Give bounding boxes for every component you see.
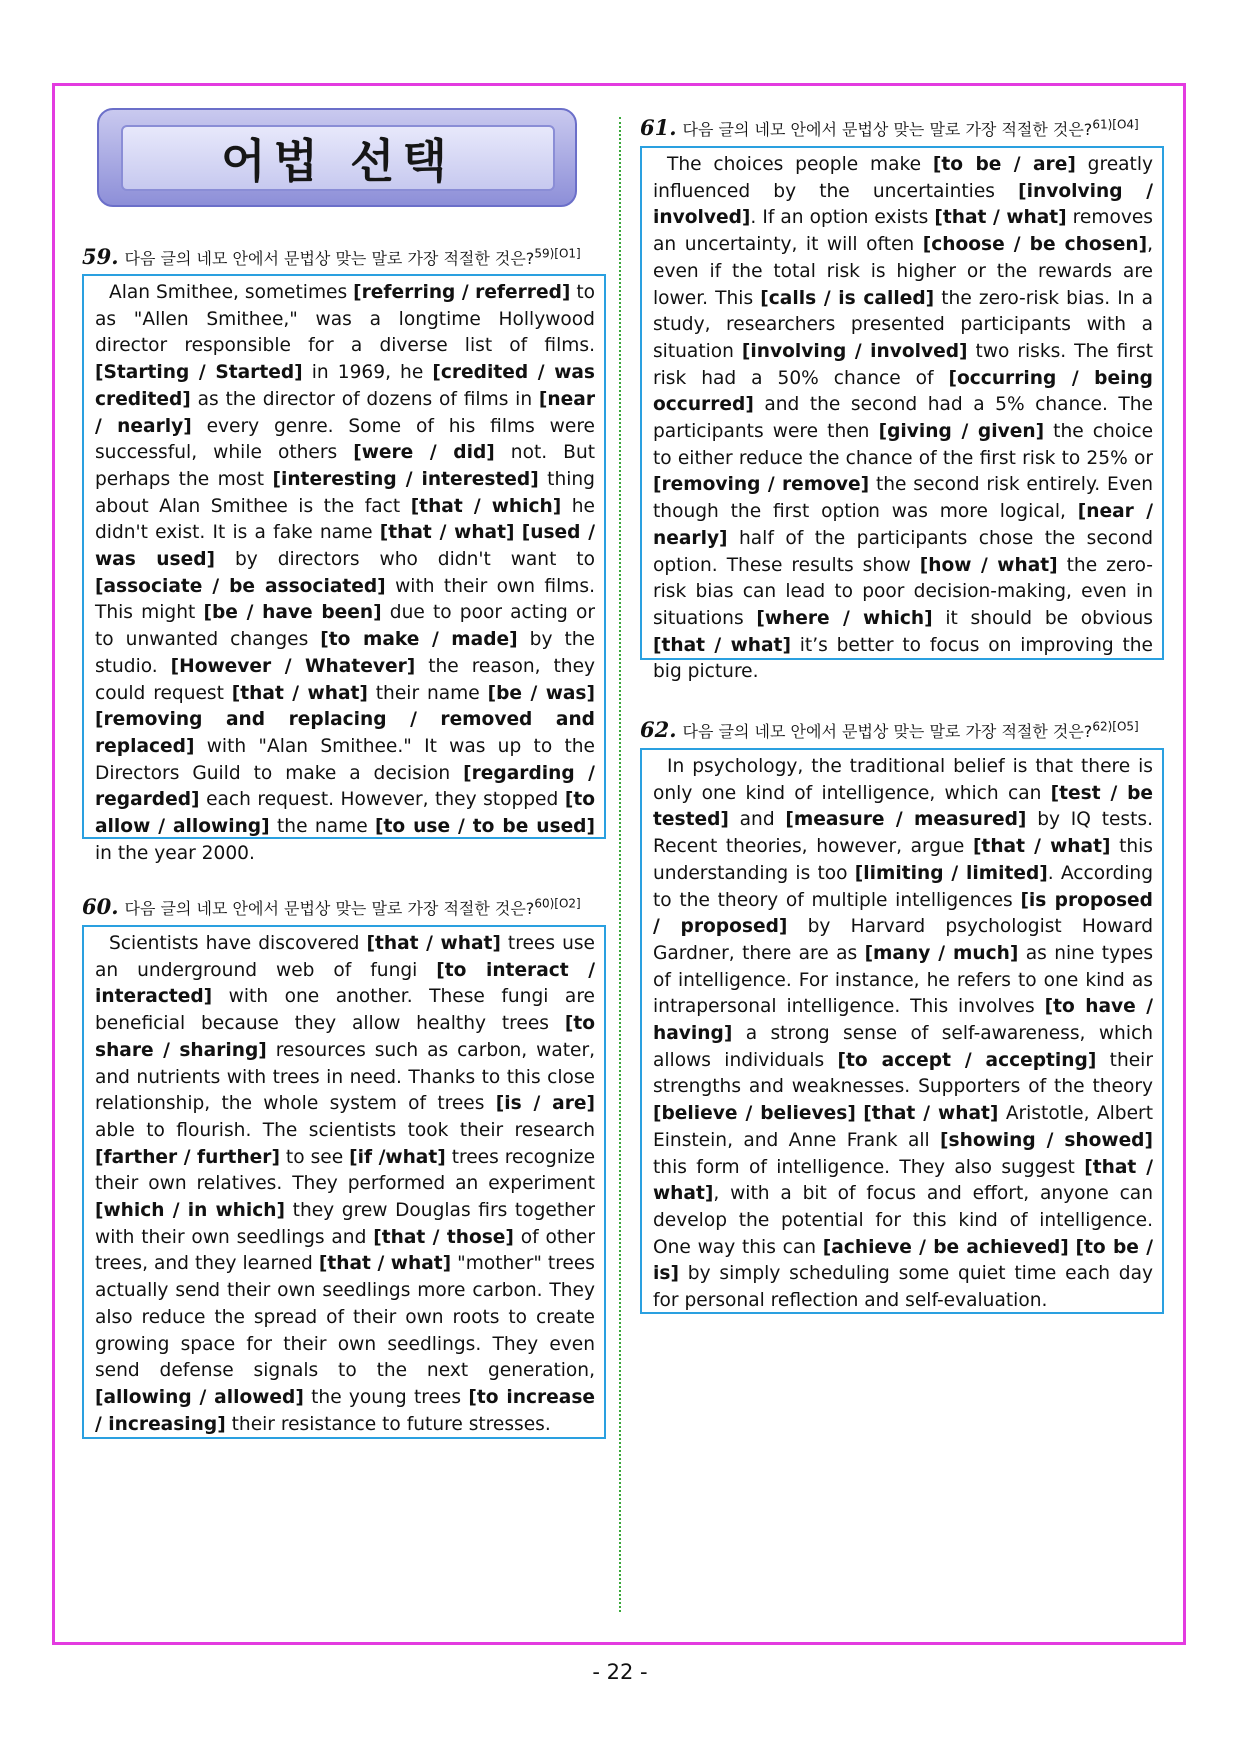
choice-bracket: [near / nearly] xyxy=(653,501,1154,549)
choice-bracket: [that / what] xyxy=(231,682,368,704)
choice-bracket: [calls / is called] xyxy=(760,287,935,309)
choice-bracket: [that / what] xyxy=(318,1253,452,1275)
choice-bracket: [farther / further] xyxy=(95,1146,280,1168)
choice-bracket: [that / what] xyxy=(366,933,501,954)
question-code: 59)[O1] xyxy=(534,246,581,261)
question-box-61 xyxy=(640,146,1164,683)
page-title: 어법 선택 xyxy=(221,134,455,188)
choice-bracket: [However / Whatever] xyxy=(170,655,416,677)
choice-bracket: [test / be tested] xyxy=(653,782,1153,831)
choice-bracket: [many / much] xyxy=(864,942,1019,964)
question-code: 60)[O2] xyxy=(534,896,581,911)
choice-bracket: [be / was] xyxy=(487,682,595,704)
passage-60: Scientists have discovered [that / what] trees use an underground web of fungi [to interact / interacted] with one another. These fungi are beneficial because they allow healthy trees [to share / sharing] resources such as carbon, water, and nutrients with trees in need. Thanks to this close relationship, the whole system of trees [is / are] able to flourish. The scientists took their research [farther / further] to see [if /what] trees recognize their own relatives. They performed an experiment [which / in which] they grew Douglas firs together with their own seedlings and [that / those] of other trees, and they learned [that / what] "mother" trees actually send their own seedlings more carbon. They also reduce the spread of their own roots to create growing space for their own seedlings. They even send defense signals to the next generation, [allowing / allowed] the young trees [to increase / increasing] their resistance to future stresses. xyxy=(95,933,596,1435)
choice-bracket: [to be / are] xyxy=(932,154,1076,175)
question-box-62 xyxy=(640,748,1164,1314)
question-code: 62)[O5] xyxy=(1092,719,1139,734)
choice-bracket: [regarding / regarded] xyxy=(95,762,595,811)
question-header-59 xyxy=(82,244,581,269)
choice-bracket: [Starting / Started] xyxy=(95,362,303,384)
column-divider xyxy=(619,117,621,1612)
choice-bracket: [to be / is] xyxy=(653,1236,1153,1285)
choice-bracket: [were / did] xyxy=(353,442,495,464)
choice-bracket: [interesting / interested] xyxy=(272,468,539,490)
choice-bracket: [occurring / being occurred] xyxy=(653,367,1153,416)
question-number: 59. xyxy=(82,244,119,269)
choice-bracket: [removing and replacing / removed and replaced] xyxy=(95,709,595,757)
question-prompt: 다음 글의 네모 안에서 문법상 맞는 말로 가장 적절한 것은? xyxy=(682,722,1093,741)
choice-bracket: [is proposed / proposed] xyxy=(653,889,1153,938)
choice-bracket: [to use / to be used] xyxy=(375,816,595,838)
passage-62: In psychology, the traditional belief is that there is only one kind of intelligence, which can [test / be tested] and [measure / measured] by IQ tests. Recent theories, however, argue [that / what] this understanding is too [limiting / limited]. According to the theory of multiple intelligences [is proposed / proposed] by Harvard psychologist Howard Gardner, there are as [many / much] as nine types of intelligence. For instance, he refers to one kind as intrapersonal intelligence. This involves [to have / having] a strong sense of self-awareness, which allows individuals [to accept / accepting] their strengths and weaknesses. Supporters of the theory [believe / believes] [that / what] Aristotle, Albert Einstein, and Anne Frank all [showing / showed] this form of intelligence. They also suggest [that / what], with a bit of focus and effort, anyone can develop the potential for this kind of intelligence. One way this can [achieve / be achieved] [to be / is] by simply scheduling some quiet time each day for personal reflection and self-evaluation. xyxy=(653,756,1154,1312)
question-code: 61)[O4] xyxy=(1092,117,1139,132)
choice-bracket: [removing / remove] xyxy=(653,474,870,496)
title-badge-inner xyxy=(121,125,555,191)
choice-bracket: [to make / made] xyxy=(320,629,518,651)
choice-bracket: [showing / showed] xyxy=(940,1129,1153,1151)
question-number: 61. xyxy=(640,115,677,140)
choice-bracket: [is / are] xyxy=(495,1093,595,1115)
choice-bracket: [to interact / interacted] xyxy=(95,959,595,1008)
choice-bracket: [near / nearly] xyxy=(95,388,595,437)
choice-bracket: [credited / was credited] xyxy=(95,362,595,410)
question-prompt: 다음 글의 네모 안에서 문법상 맞는 말로 가장 적절한 것은? xyxy=(124,899,535,918)
choice-bracket: [that / what] xyxy=(653,634,791,656)
choice-bracket: [involving / involved] xyxy=(653,180,1153,229)
question-header-61 xyxy=(640,115,1139,140)
question-box-60 xyxy=(82,925,606,1439)
choice-bracket: [associate / be associated] xyxy=(95,575,386,597)
choice-bracket: [where / which] xyxy=(756,607,933,629)
choice-bracket: [if /what] xyxy=(349,1146,446,1168)
choice-bracket: [used / was used] xyxy=(95,522,595,571)
choice-bracket: [that / what] xyxy=(934,207,1067,229)
choice-bracket: [to increase / increasing] xyxy=(95,1386,595,1435)
page-number: - 22 - xyxy=(592,1660,648,1684)
choice-bracket: [to accept / accepting] xyxy=(837,1049,1097,1071)
choice-bracket: [limiting / limited] xyxy=(854,862,1048,884)
question-number: 62. xyxy=(640,717,677,742)
choice-bracket: [allowing / allowed] xyxy=(95,1386,304,1408)
choice-bracket: [that / which] xyxy=(410,495,562,517)
choice-bracket: [believe / believes] xyxy=(653,1103,856,1125)
choice-bracket: [giving / given] xyxy=(878,421,1045,443)
choice-bracket: [choose / be chosen] xyxy=(922,234,1148,256)
choice-bracket: [referring / referred] xyxy=(353,282,571,303)
choice-bracket: [to have / having] xyxy=(653,996,1153,1045)
choice-bracket: [that / what] xyxy=(863,1103,999,1125)
choice-bracket: [that / those] xyxy=(373,1226,514,1248)
passage-61: The choices people make [to be / are] greatly influenced by the uncertainties [involving / involved]. If an option exists [that / what] removes an uncertainty, it will often [choose / be chosen], even if the total risk is higher or the rewards are lower. This [calls / is called] the zero-risk bias. In a study, researchers presented participants with a situation [involving / involved] two risks. The first risk had a 50% chance of [occurring / being occurred] and the second had a 5% chance. The participants were then [giving / given] the choice to either reduce the chance of the first risk to 25% or [removing / remove] the second risk entirely. Even though the first option was more logical, [near / nearly] half of the participants chose the second option. These results show [how / what] the zero-risk bias can lead to poor decision-making, even in situations [where / which] it should be obvious [that / what] it’s better to focus on improving the big picture. xyxy=(653,154,1154,683)
choice-bracket: [involving / involved] xyxy=(741,340,968,362)
question-prompt: 다음 글의 네모 안에서 문법상 맞는 말로 가장 적절한 것은? xyxy=(682,120,1093,139)
choice-bracket: [to share / sharing] xyxy=(95,1013,595,1061)
choice-bracket: [that / what] xyxy=(972,836,1111,858)
question-header-60 xyxy=(82,894,581,919)
choice-bracket: [which / in which] xyxy=(95,1200,286,1222)
choice-bracket: [that / what] xyxy=(379,522,515,544)
question-prompt: 다음 글의 네모 안에서 문법상 맞는 말로 가장 적절한 것은? xyxy=(124,249,535,268)
choice-bracket: [be / have been] xyxy=(203,602,382,624)
choice-bracket: [achieve / be achieved] xyxy=(822,1236,1069,1258)
choice-bracket: [that / what] xyxy=(653,1156,1153,1205)
passage-59: Alan Smithee, sometimes [referring / referred] to as "Allen Smithee," was a longtime Hollywood director responsible for a diverse list of films. [Starting / Started] in 1969, he [credited / was credited] as the director of dozens of films in [near / nearly] every genre. Some of his films were successful, while others [were / did] not. But perhaps the most [interesting / interested] thing about Alan Smithee is the fact [that / which] he didn't exist. It is a fake name [that / what] [used / was used] by directors who didn't want to [associate / be associated] with their own films. This might [be / have been] due to poor acting or to unwanted changes [to make / made] by the studio. [However / Whatever] the reason, they could request [that / what] their name [be / was] [removing and replacing / removed and replaced] with "Alan Smithee." It was up to the Directors Guild to make a decision [regarding / regarded] each request. However, they stopped [to allow / allowing] the name [to use / to be used] in the year 2000. xyxy=(95,282,596,864)
title-badge xyxy=(97,108,577,207)
question-box-59 xyxy=(82,274,606,864)
question-number: 60. xyxy=(82,894,119,919)
choice-bracket: [measure / measured] xyxy=(785,809,1027,831)
choice-bracket: [how / what] xyxy=(919,554,1058,576)
choice-bracket: [to allow / allowing] xyxy=(95,789,595,838)
question-header-62 xyxy=(640,717,1139,742)
